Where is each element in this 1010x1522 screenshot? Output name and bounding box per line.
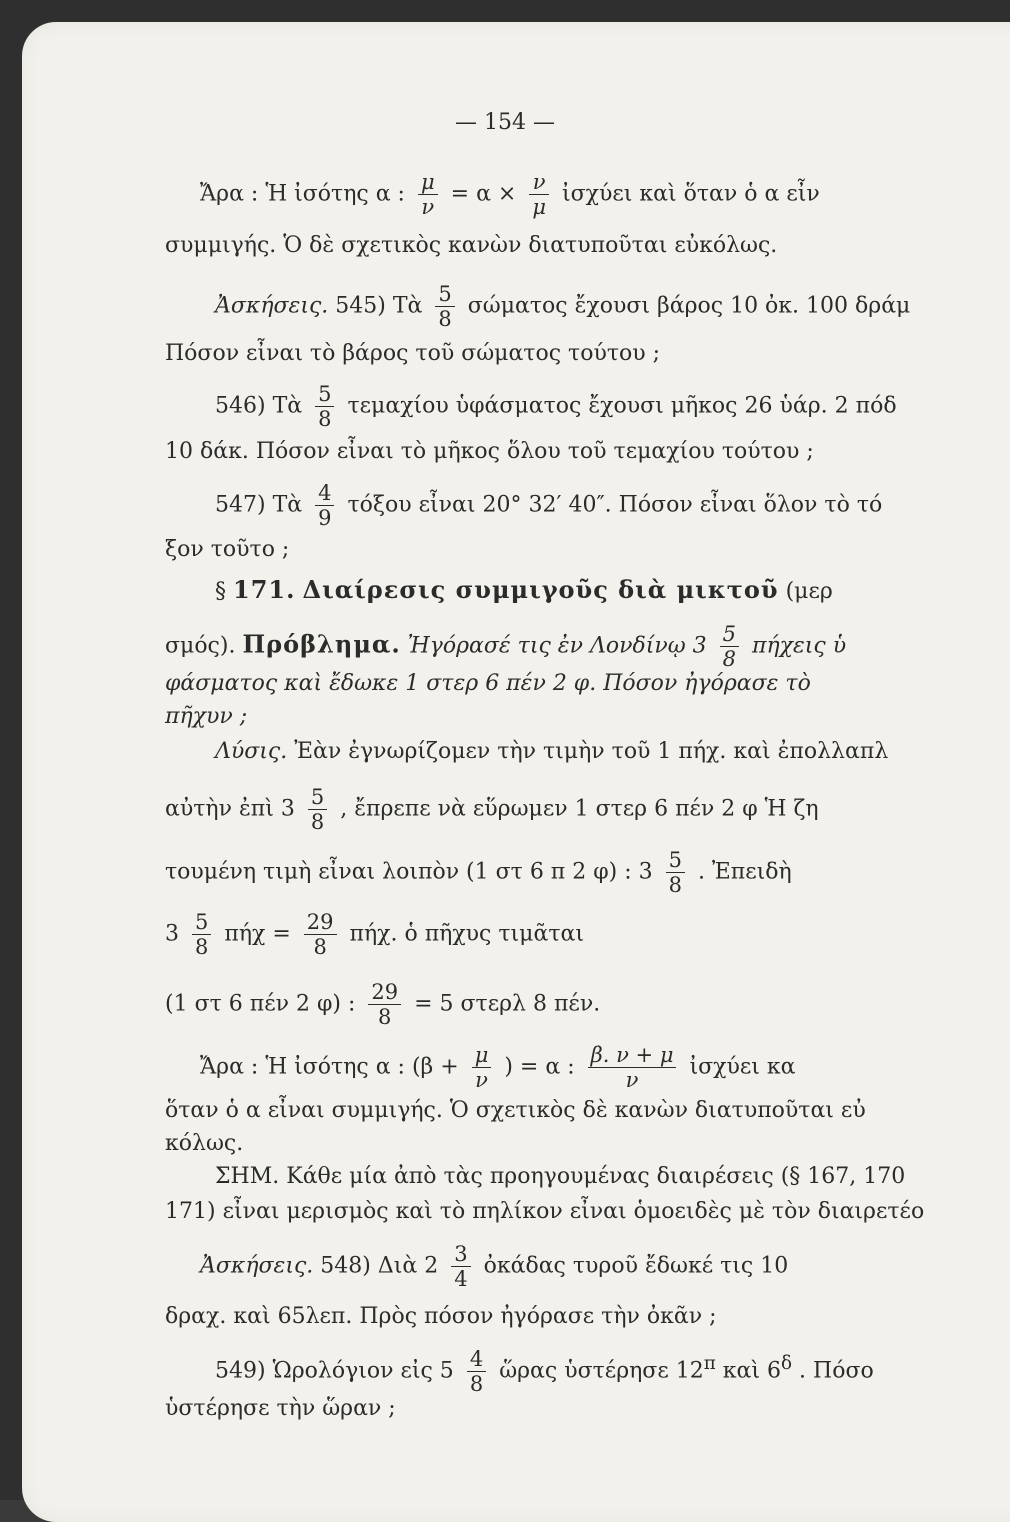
- text-line-18: Ἄρα : Ἡ ἰσότης α : (β + $\frac{\mu}{\nu}$ ) = α : $\frac{\beta. \nu + \mu}{\nu}$ ἰσχύει κα: [200, 1043, 796, 1092]
- fraction: $\frac{5}{8}$: [666, 848, 685, 897]
- text-line-16: 3 $\frac{5}{8}$ πήχ = $\frac{29}{8}$ πήχ. ὁ πῆχυς τιμᾶται: [165, 910, 584, 959]
- text-line-7: 547) Τὰ $\frac{4}{9}$ τόξου εἶναι 20° 32′ 40″. Πόσον εἶναι ὅλον τὸ τό: [215, 481, 883, 530]
- text-line-20: κόλως.: [165, 1131, 244, 1156]
- fraction: $\frac{5}{8}$: [192, 910, 211, 959]
- fraction: $\frac{\mu}{\nu}$: [472, 1043, 492, 1092]
- fraction: $\frac{29}{8}$: [304, 910, 337, 959]
- text-line-23: Ἀσκήσεις. 548) Διὰ 2 $\frac{3}{4}$ ὀκάδας τυροῦ ἔδωκέ τις 10: [200, 1242, 789, 1291]
- text-line-1: Ἄρα : Ἡ ἰσότης α : $\frac{\mu}{\nu}$ = α × $\frac{\nu}{\mu}$ ἰσχύει καὶ ὅταν ὁ α εἶν: [200, 170, 820, 219]
- fraction: $\frac{\nu}{\mu}$: [529, 170, 549, 219]
- fraction: $\frac{5}{8}$: [720, 622, 739, 671]
- fraction: $\frac{\mu}{\nu}$: [418, 170, 438, 219]
- section-heading: § 171. Διαίρεσις συμμιγοῦς διὰ μικτοῦ (μερ: [215, 575, 833, 604]
- text-line-10: σμός). Πρόβλημα. Ἠγόρασέ τις ἐν Λονδίνῳ 3 $\frac{5}{8}$ πήχεις ὑ: [165, 622, 847, 671]
- text-line-8: ξον τοῦτο ;: [165, 537, 290, 562]
- fraction: $\frac{3}{4}$: [451, 1242, 470, 1291]
- text-line-19: ὅταν ὁ α εἶναι συμμιγής. Ὁ σχετικὸς δὲ κανὼν διατυποῦται εὐ: [165, 1098, 866, 1123]
- text-line-3: Ἀσκήσεις. 545) Τὰ $\frac{5}{8}$ σώματος ἔχουσι βάρος 10 ὀκ. 100 δράμ: [215, 282, 911, 331]
- text-line-26: ὑστέρησε τὴν ὥραν ;: [165, 1396, 396, 1421]
- text-line-22: 171) εἶναι μερισμὸς καὶ τὸ πηλίκον εἶναι ὁμοειδὲς μὲ τὸν διαιρετέο: [165, 1199, 925, 1224]
- text-line-13: Λύσις. Ἐὰν ἐγνωρίζομεν τὴν τιμὴν τοῦ 1 πήχ. καὶ ἐπολλαπλ: [215, 739, 889, 764]
- text-line-24: δραχ. καὶ 65λεπ. Πρὸς πόσον ἠγόρασε τὴν ὀκᾶν ;: [165, 1304, 717, 1329]
- text-line-11: φάσματος καὶ ἔδωκε 1 στερ 6 πέν 2 φ. Πόσον ἠγόρασε τὸ: [165, 671, 811, 696]
- text-line-2: συμμιγής. Ὁ δὲ σχετικὸς κανὼν διατυποῦται εὐκόλως.: [165, 233, 778, 258]
- fraction: $\frac{4}{9}$: [315, 481, 334, 530]
- fraction: $\frac{5}{8}$: [315, 382, 334, 431]
- page-number: — 154 —: [455, 110, 555, 135]
- text-line-17: (1 στ 6 πέν 2 φ) : $\frac{29}{8}$ = 5 στερλ 8 πέν.: [165, 980, 601, 1029]
- text-line-25: 549) Ὡρολόγιον εἰς 5 $\frac{4}{8}$ ὥρας ὑστέρησε $12^\pi$ καὶ $6^\delta$ . Πόσο: [215, 1347, 874, 1396]
- fraction: $\frac{\beta. \nu + \mu}{\nu}$: [588, 1043, 677, 1092]
- text-line-14: αὐτὴν ἐπὶ 3 $\frac{5}{8}$ , ἔπρεπε νὰ εὕρωμεν 1 στερ 6 πέν 2 φ Ἡ ζη: [165, 785, 819, 834]
- text-line-12: πῆχυν ;: [165, 704, 248, 729]
- text-line-5: 546) Τὰ $\frac{5}{8}$ τεμαχίου ὑφάσματος ἔχουσι μῆκος 26 ὑάρ. 2 πόδ: [215, 382, 897, 431]
- text-line-15: τουμένη τιμὴ εἶναι λοιπὸν (1 στ 6 π 2 φ) : 3 $\frac{5}{8}$ . Ἐπειδὴ: [165, 848, 792, 897]
- fraction: $\frac{4}{8}$: [467, 1347, 486, 1396]
- text-line-4: Πόσον εἶναι τὸ βάρος τοῦ σώματος τούτου ;: [165, 341, 661, 366]
- text-line-6: 10 δάκ. Πόσον εἶναι τὸ μῆκος ὅλου τοῦ τεμαχίου τούτου ;: [165, 439, 814, 464]
- fraction: $\frac{5}{8}$: [435, 282, 454, 331]
- fraction: $\frac{29}{8}$: [368, 980, 401, 1029]
- fraction: $\frac{5}{8}$: [308, 785, 327, 834]
- text-line-21: ΣΗΜ. Κάθε μία ἀπὸ τὰς προηγουμένας διαιρέσεις (§ 167, 170: [215, 1164, 906, 1189]
